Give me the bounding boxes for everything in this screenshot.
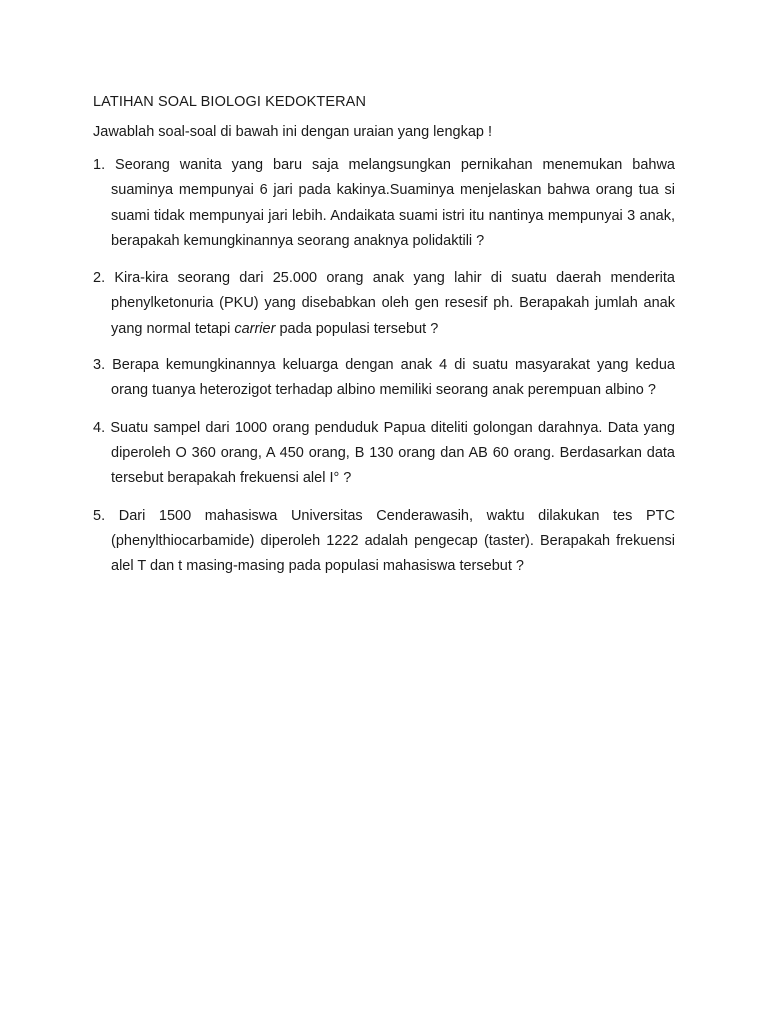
question-text: Dari 1500 mahasiswa Universitas Cenderawasih, waktu dilakukan tes PTC (phenylthiocarbamide) diperoleh 1222 adalah pengecap (taster). Berapakah frekuensi alel T dan t masing-masing pada populasi mahasiswa tersebut ?: [111, 507, 675, 575]
question-item-1: [93, 153, 675, 254]
question-item-5: [93, 504, 675, 580]
document-page: [93, 92, 675, 591]
question-number: 4.: [93, 419, 106, 436]
question-list: [93, 153, 675, 579]
question-number: 2.: [93, 270, 106, 287]
question-number: 5.: [93, 507, 106, 524]
question-item-4: [93, 416, 675, 492]
document-instruction: Jawablah soal-soal di bawah ini dengan uraian yang lengkap !: [93, 124, 493, 140]
question-text: Berapa kemungkinannya keluarga dengan anak 4 di suatu masyarakat yang kedua orang tuanya heterozigot terhadap albino memiliki seorang anak perempuan albino ?: [111, 357, 676, 399]
question-item-3: [93, 353, 675, 404]
question-text-italic: carrier: [234, 320, 276, 337]
question-text: Seorang wanita yang baru saja melangsungkan pernikahan menemukan bahwa suaminya mempunyai 6 jari pada kakinya.Suaminya menjelaskan bahwa orang tua si suami tidak mempunyai jari lebih. Andaikata suami istri itu nantinya mempunyai 3 anak, berapakah kemungkinannya seorang anaknya polidaktili ?: [111, 157, 676, 249]
question-text-end: pada populasi tersebut ?: [279, 320, 439, 337]
question-number: 3.: [93, 357, 106, 374]
question-item-2: [93, 266, 675, 342]
document-title: LATIHAN SOAL BIOLOGI KEDOKTERAN: [93, 94, 367, 110]
question-text: Kira-kira seorang dari 25.000 orang anak yang lahir di suatu daerah menderita phenylketonuria (PKU) yang disebabkan oleh gen resesif ph. Berapakah jumlah anak yang normal tetapi: [111, 270, 676, 337]
question-number: 1.: [93, 157, 106, 173]
question-text: Suatu sampel dari 1000 orang penduduk Papua diteliti golongan darahnya. Data yang diperoleh O 360 orang, A 450 orang, B 130 orang dan AB 60 orang. Berdasarkan data tersebut berapakah frekuensi alel I° ?: [110, 419, 675, 487]
